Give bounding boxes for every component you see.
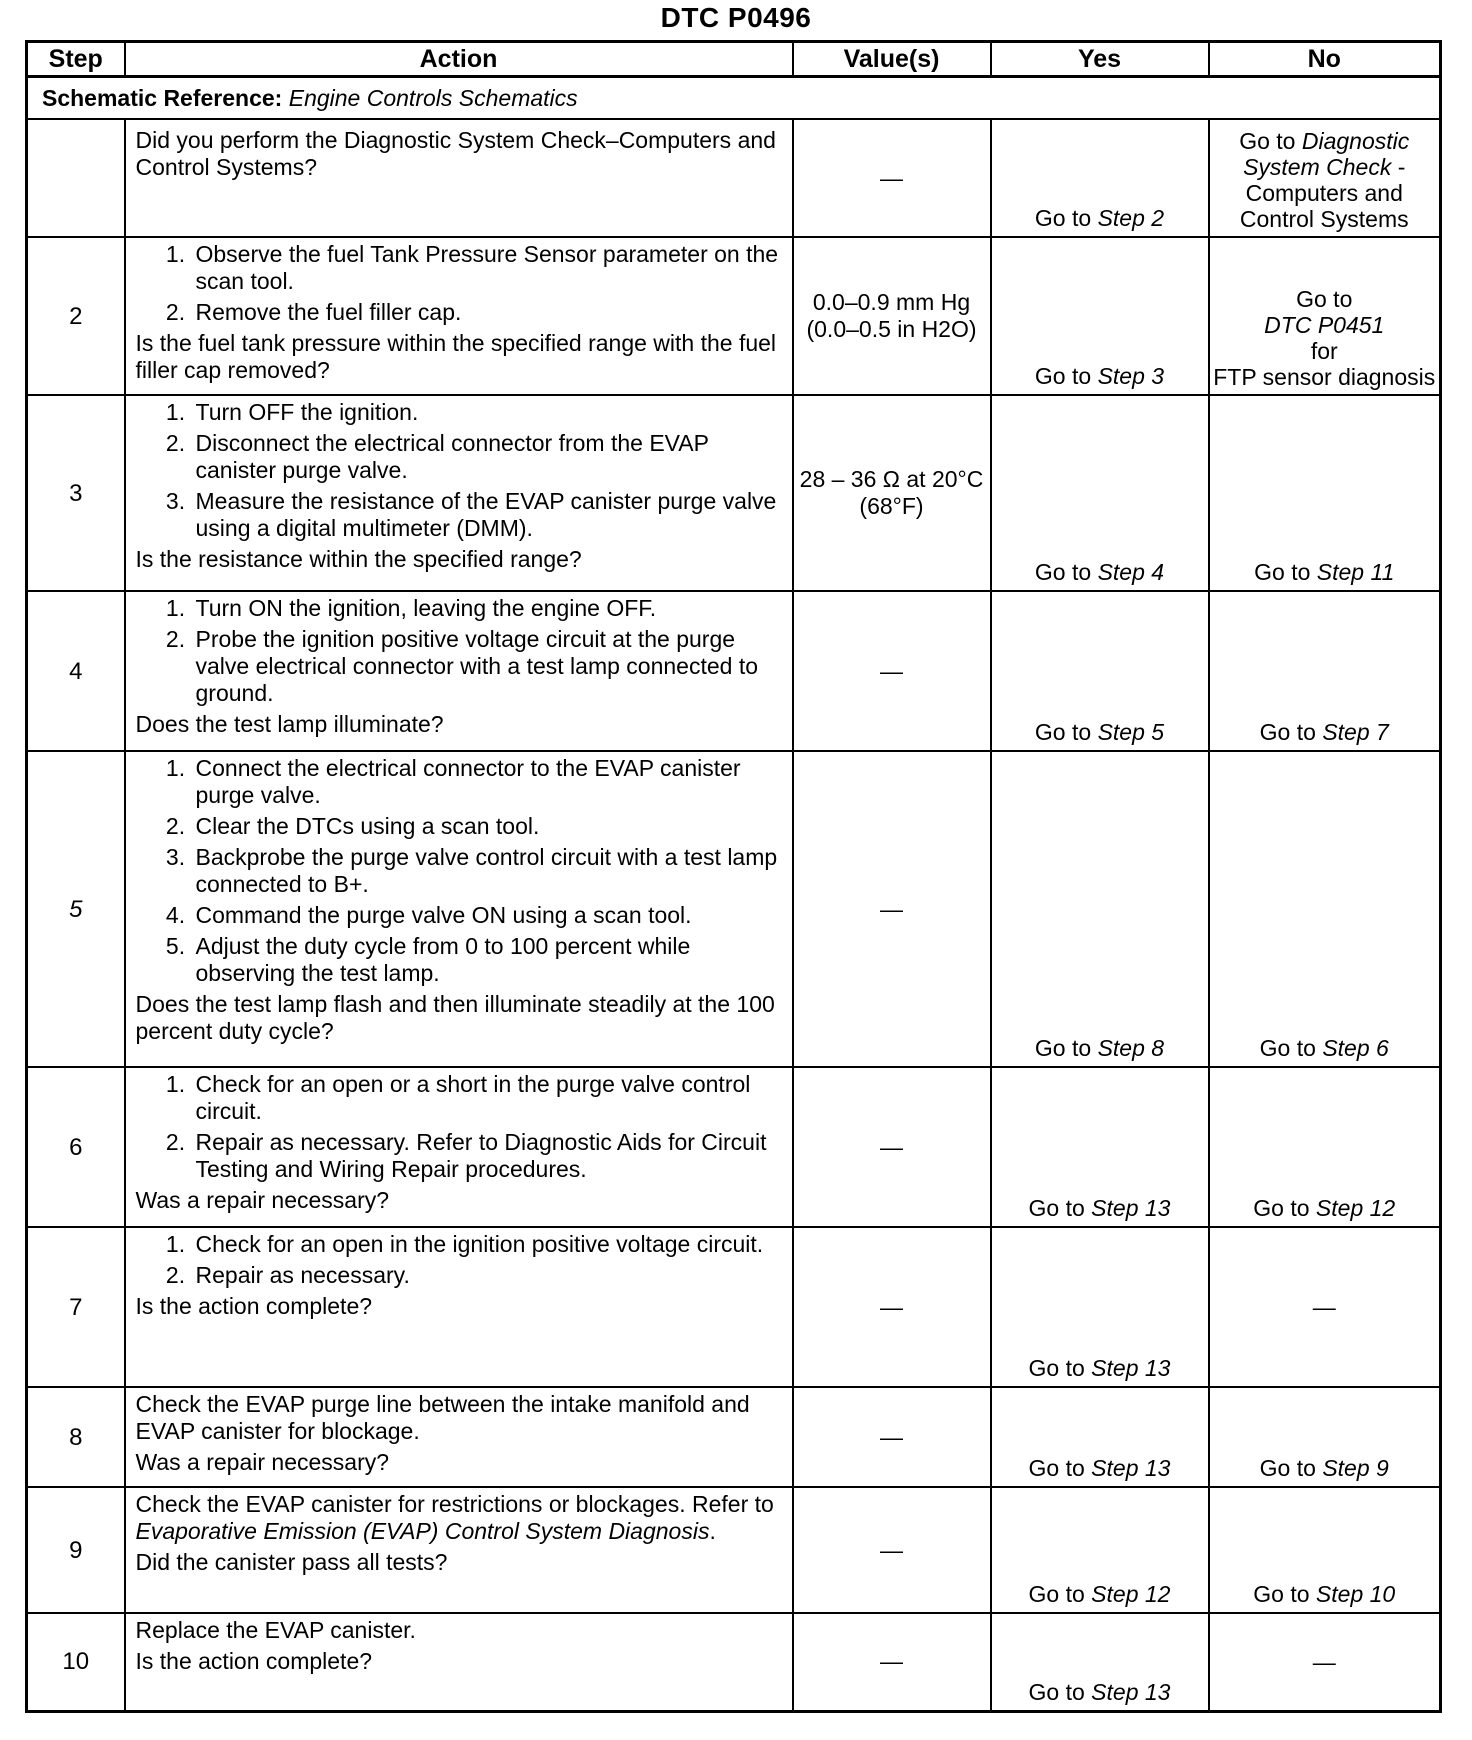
yes-step: Step 13 <box>1091 1678 1171 1705</box>
action-cell <box>125 751 793 1067</box>
table-row <box>27 1067 1441 1227</box>
no-prefix: Go to <box>1259 719 1323 745</box>
evap-diagnosis-link[interactable]: Evaporative Emission (EVAP) Control System Diagnosis <box>135 1518 710 1544</box>
no-prefix: Go to <box>1253 1195 1316 1221</box>
no-link[interactable] <box>1210 1035 1440 1062</box>
no-prefix: Go to <box>1259 1035 1323 1061</box>
list-item: 2. Remove the fuel filler cap. <box>192 299 784 326</box>
table-row <box>27 1387 1441 1487</box>
action-question: Is the action complete? <box>135 1293 373 1319</box>
list-item: 1. Observe the fuel Tank Pressure Sensor parameter on the scan tool. <box>192 241 784 295</box>
value-cell: — <box>793 1067 991 1227</box>
schematic-label: Schematic Reference: <box>42 84 283 111</box>
step-cell: 4 <box>27 591 125 751</box>
value-cell: — <box>793 1227 991 1387</box>
no-value: — <box>1312 1648 1336 1675</box>
no-cell <box>1209 1227 1441 1387</box>
yes-prefix: Go to <box>1034 559 1098 585</box>
no-link[interactable] <box>1210 559 1440 586</box>
yes-step: Step 13 <box>1091 1455 1171 1481</box>
no-cell <box>1209 395 1441 591</box>
value-cell: — <box>793 1387 991 1487</box>
value-cell: — <box>793 751 991 1067</box>
action-steps <box>136 595 784 711</box>
yes-prefix: Go to <box>1028 1678 1092 1705</box>
no-prefix: Go to <box>1239 128 1302 154</box>
yes-cell <box>991 395 1209 591</box>
header-yes: Yes <box>991 42 1209 77</box>
header-values: Value(s) <box>793 42 991 77</box>
action-text <box>136 1491 784 1545</box>
diagnostic-table <box>25 40 1442 1713</box>
table-row <box>27 591 1441 751</box>
no-step: Step 11 <box>1316 559 1395 585</box>
list-item: 2. Repair as necessary. <box>192 1262 784 1289</box>
action-steps <box>136 399 784 546</box>
header-no: No <box>1209 42 1441 77</box>
yes-step: Step 8 <box>1097 1035 1165 1061</box>
no-prefix: Go to <box>1254 559 1317 585</box>
action-text: Check the EVAP purge line between the intake manifold and EVAP canister for blockage. <box>135 1391 750 1444</box>
list-item: 3. Backprobe the purge valve control circuit with a test lamp connected to B+. <box>192 844 784 898</box>
yes-prefix: Go to <box>1034 363 1098 389</box>
action-question: Is the fuel tank pressure within the specified range with the fuel filler cap removed? <box>135 330 777 383</box>
step-cell: 5 <box>27 751 125 1067</box>
no-cell <box>1209 119 1441 237</box>
value-cell: — <box>793 1613 991 1711</box>
yes-prefix: Go to <box>1028 1581 1092 1607</box>
action-cell <box>125 1067 793 1227</box>
action-cell <box>125 237 793 395</box>
no-step: Step 7 <box>1322 719 1389 745</box>
table-row <box>27 237 1441 395</box>
no-cell <box>1209 1613 1441 1711</box>
yes-cell <box>991 1227 1209 1387</box>
no-cell <box>1209 1067 1441 1227</box>
yes-cell <box>991 591 1209 751</box>
action-question: Did you perform the Diagnostic System Check–Computers and Control Systems? <box>135 127 776 180</box>
no-link[interactable] <box>1210 1195 1440 1222</box>
no-step: Step 9 <box>1322 1455 1389 1481</box>
no-step: Step 6 <box>1322 1035 1389 1061</box>
action-question: Was a repair necessary? <box>135 1449 390 1475</box>
yes-link[interactable] <box>992 719 1208 746</box>
header-action: Action <box>125 42 793 77</box>
yes-prefix: Go to <box>1028 1355 1092 1381</box>
list-item: 2. Repair as necessary. Refer to Diagnostic Aids for Circuit Testing and Wiring Repair procedures. <box>192 1129 784 1183</box>
value-cell: — <box>793 119 991 237</box>
header-step: Step <box>27 42 125 77</box>
value-cell: — <box>793 591 991 751</box>
yes-prefix: Go to <box>1028 1455 1092 1481</box>
yes-prefix: Go to <box>1034 719 1098 745</box>
action-text: Replace the EVAP canister. <box>135 1617 416 1643</box>
no-suffix: for <box>1310 338 1338 364</box>
action-cell <box>125 1613 793 1711</box>
no-prefix: Go to <box>1253 1581 1316 1607</box>
list-item: 5. Adjust the duty cycle from 0 to 100 percent while observing the test lamp. <box>192 933 784 987</box>
list-item: 1. Check for an open in the ignition positive voltage circuit. <box>192 1231 784 1258</box>
action-text-part: . <box>709 1518 716 1544</box>
action-question: Does the test lamp flash and then illuminate steadily at the 100 percent duty cycle? <box>135 991 775 1044</box>
yes-link[interactable] <box>992 1355 1208 1382</box>
action-question: Is the resistance within the specified range? <box>135 546 582 572</box>
step-cell <box>27 119 125 237</box>
no-cell <box>1209 1387 1441 1487</box>
yes-cell <box>991 1487 1209 1613</box>
yes-cell <box>991 751 1209 1067</box>
no-cell <box>1209 751 1441 1067</box>
action-question: Does the test lamp illuminate? <box>135 711 444 737</box>
step-cell: 6 <box>27 1067 125 1227</box>
table-row <box>27 395 1441 591</box>
yes-prefix: Go to <box>1034 205 1098 231</box>
yes-step: Step 12 <box>1091 1581 1171 1607</box>
no-step: Step 10 <box>1315 1581 1396 1607</box>
action-question: Is the action complete? <box>135 1648 373 1674</box>
yes-link[interactable] <box>992 205 1208 232</box>
yes-cell <box>991 1067 1209 1227</box>
yes-link[interactable] <box>992 1035 1208 1062</box>
yes-link[interactable] <box>992 1679 1208 1706</box>
no-link[interactable] <box>1210 128 1440 232</box>
action-steps <box>136 1231 784 1293</box>
yes-link[interactable] <box>992 559 1208 586</box>
action-steps <box>136 755 784 991</box>
step-cell: 9 <box>27 1487 125 1613</box>
no-suffix: - Computers and Control Systems <box>1239 154 1409 232</box>
page-title: DTC P0496 <box>660 2 812 33</box>
no-step: Step 12 <box>1315 1195 1396 1221</box>
list-item: 2. Probe the ignition positive voltage circuit at the purge valve electrical connector with a test lamp connected to ground. <box>192 626 784 707</box>
list-item: 2. Clear the DTCs using a scan tool. <box>192 813 784 840</box>
no-prefix: Go to <box>1296 286 1353 312</box>
value-cell: 0.0–0.9 mm Hg (0.0–0.5 in H2O) <box>793 237 991 395</box>
schematic-row <box>27 77 1441 120</box>
yes-cell <box>991 1613 1209 1711</box>
yes-link[interactable] <box>992 363 1208 390</box>
list-item: 1. Connect the electrical connector to the EVAP canister purge valve. <box>192 755 784 809</box>
list-item: 1. Turn OFF the ignition. <box>192 399 784 426</box>
step-cell: 7 <box>27 1227 125 1387</box>
yes-cell <box>991 1387 1209 1487</box>
yes-step: Step 3 <box>1097 363 1165 389</box>
value-cell: 28 – 36 Ω at 20°C (68°F) <box>793 395 991 591</box>
yes-step: Step 13 <box>1091 1355 1171 1381</box>
table-row <box>27 751 1441 1067</box>
table-row <box>27 1487 1441 1613</box>
list-item: 4. Command the purge valve ON using a scan tool. <box>192 902 784 929</box>
yes-step: Step 4 <box>1097 559 1165 585</box>
table-row <box>27 119 1441 237</box>
no-link[interactable] <box>1210 1581 1440 1608</box>
schematic-link[interactable]: Engine Controls Schematics <box>288 84 578 111</box>
value-cell: — <box>793 1487 991 1613</box>
no-cell <box>1209 591 1441 751</box>
step-cell: 3 <box>27 395 125 591</box>
action-question: Did the canister pass all tests? <box>135 1549 448 1575</box>
no-cell <box>1209 1487 1441 1613</box>
action-steps <box>136 241 784 330</box>
yes-prefix: Go to <box>1028 1195 1092 1221</box>
step-cell: 2 <box>27 237 125 395</box>
yes-link[interactable] <box>992 1455 1208 1482</box>
table-row <box>27 1613 1441 1711</box>
no-link[interactable] <box>1210 286 1440 390</box>
table-row <box>27 1227 1441 1387</box>
step-cell: 8 <box>27 1387 125 1487</box>
action-cell <box>125 1487 793 1613</box>
yes-link[interactable] <box>992 1581 1208 1608</box>
header-row <box>27 42 1441 77</box>
yes-prefix: Go to <box>1034 1035 1098 1061</box>
no-suffix: FTP sensor diagnosis <box>1213 364 1436 390</box>
yes-cell <box>991 237 1209 395</box>
action-question: Was a repair necessary? <box>135 1187 390 1213</box>
list-item: 3. Measure the resistance of the EVAP canister purge valve using a digital multimeter (DMM). <box>192 488 784 542</box>
yes-step: Step 13 <box>1091 1195 1171 1221</box>
action-cell <box>125 395 793 591</box>
list-item: 1. Turn ON the ignition, leaving the engine OFF. <box>192 595 784 622</box>
step-cell: 10 <box>27 1613 125 1711</box>
no-cell <box>1209 237 1441 395</box>
no-italic: DTC P0451 <box>1264 312 1385 338</box>
schematic-reference <box>27 77 1441 120</box>
no-value: — <box>1312 1294 1336 1320</box>
no-prefix: Go to <box>1259 1455 1323 1481</box>
yes-cell <box>991 119 1209 237</box>
list-item: 1. Check for an open or a short in the purge valve control circuit. <box>192 1071 784 1125</box>
yes-link[interactable] <box>992 1195 1208 1222</box>
action-cell <box>125 119 793 237</box>
yes-step: Step 2 <box>1097 205 1165 231</box>
action-text-part: Check the EVAP canister for restrictions or blockages. Refer to <box>135 1491 774 1517</box>
action-cell <box>125 591 793 751</box>
no-link[interactable] <box>1210 1455 1440 1482</box>
action-cell <box>125 1227 793 1387</box>
no-italic: Diagnostic System Check <box>1243 128 1410 180</box>
list-item: 2. Disconnect the electrical connector from the EVAP canister purge valve. <box>192 430 784 484</box>
yes-step: Step 5 <box>1097 719 1165 745</box>
no-link[interactable] <box>1210 719 1440 746</box>
action-steps <box>136 1071 784 1187</box>
action-cell <box>125 1387 793 1487</box>
